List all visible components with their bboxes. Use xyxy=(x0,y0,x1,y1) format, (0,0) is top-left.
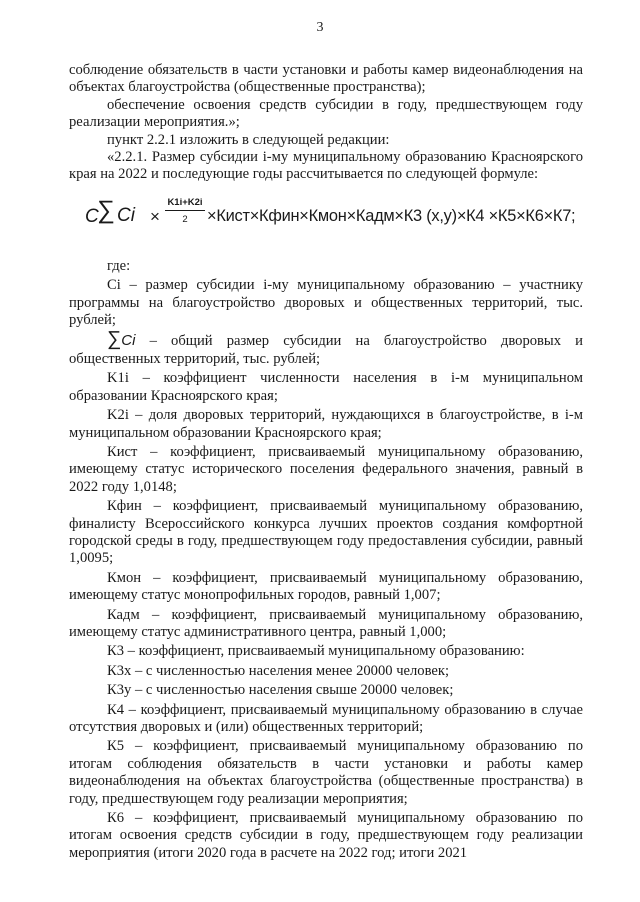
definition-k5: К5 – коэффициент, присваиваемый муниципальному образованию по итогам соблюдения обязательств в части установки и работы камер видеонаблюдения на объектах благоустройства (общественные пространства) в году, предшествующем году реализации мероприятия; xyxy=(69,738,583,807)
where-label: где: xyxy=(107,257,131,274)
definition-k6: К6 – коэффициент, присваиваемый муниципальному образованию по итогам освоения средств субсидии в году, предшествующем году реализации мероприятия (итоги 2020 года в расчете на 2022 год; итоги 2021 xyxy=(69,810,583,861)
formula-sigma: ∑ xyxy=(97,195,115,224)
definition-kfin: Кфин – коэффициент, присваиваемый муниципальному образованию, финалисту Всероссийского конкурса лучших проектов создания комфортной городской среды в году, предшествующем году предоставления субсидии, равный 1,0095; xyxy=(69,498,583,567)
definition-k4: К4 – коэффициент, присваиваемый муниципальному образованию в случае отсутствия дворовых и (или) общественных территорий; xyxy=(69,701,583,735)
ci-symbol: Ci xyxy=(121,332,136,350)
paragraph: пункт 2.2.1 изложить в следующей редакции: xyxy=(107,131,390,148)
definition-k1i: K1i – коэффициент численности населения в i-м муниципальном образовании Красноярского края; xyxy=(69,370,583,404)
definition-kist: Кист – коэффициент, присваиваемый муниципальному образованию, имеющему статус исторического поселения федерального значения, равный в 2022 году 1,0148; xyxy=(69,443,583,495)
sigma-symbol: ∑ xyxy=(107,328,122,351)
page-number: 3 xyxy=(316,20,324,35)
definition-k3x: К3х – с численностью населения менее 20000 человек; xyxy=(107,662,450,679)
definition-ci: Ci – размер субсидии i-му муниципальному образованию – участнику программы на благоустройство дворовых и общественных территорий, тыс. рублей; xyxy=(69,277,583,329)
definition-sum-ci xyxy=(69,328,583,368)
definition-kadm: Кадм – коэффициент, присваиваемый муниципальному образованию, имеющему статус административного центра, равный 1,000; xyxy=(69,606,583,640)
paragraph: соблюдение обязательств в части установки и работы камер видеонаблюдения на объектах благоустройства (общественные пространства); xyxy=(69,62,583,96)
definition-kmon: Кмон – коэффициент, присваиваемый муниципальному образованию, имеющему статус монопрофильных городов, равный 1,007; xyxy=(69,569,583,604)
formula-ci: Ci xyxy=(117,204,135,226)
definition-k3y: К3у – с численностью населения свыше 20000 человек; xyxy=(107,682,454,699)
paragraph: «2.2.1. Размер субсидии i-му муниципальному образованию Красноярского края на 2022 и последующие годы рассчитывается по следующей формуле: xyxy=(69,149,583,183)
subsidy-formula xyxy=(69,194,583,254)
formula-coefficients: ×Кист×Кфин×Кмон×Кадм×К3 (x,y)×К4 ×К5×К6×К7; xyxy=(207,206,576,225)
formula-lhs: C xyxy=(85,205,99,227)
formula-times: × xyxy=(150,206,160,226)
fraction-denominator: 2 xyxy=(182,213,188,225)
formula-fraction xyxy=(165,197,205,225)
definition-k2i: K2i – доля дворовых территорий, нуждающихся в благоустройстве, в i-м муниципальном образовании Красноярского края; xyxy=(69,407,583,441)
definition-k3: К3 – коэффициент, присваиваемый муниципальному образованию: xyxy=(107,643,525,660)
fraction-numerator: K1i+K2i xyxy=(165,197,205,211)
paragraph: обеспечение освоения средств субсидии в году, предшествующем году реализации мероприятия.»; xyxy=(69,96,583,131)
definition-text: – общий размер субсидии на благоустройство дворовых и общественных территорий, тыс. рублей; xyxy=(69,333,583,367)
document-body xyxy=(69,62,583,862)
